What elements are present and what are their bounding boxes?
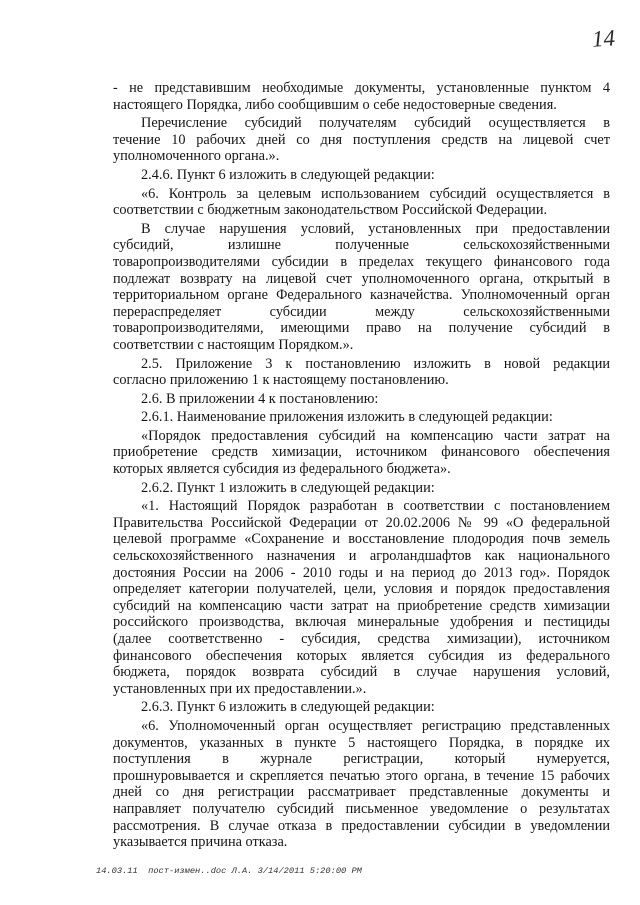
text-line: субсидий на компенсацию части затрат на приобретение средств химизации — [113, 597, 610, 614]
text-line: 2.5. Приложение 3 к постановлению изложить в новой редакции — [141, 355, 610, 372]
text-line: перераспределяет субсидии между сельскохозяйственными — [113, 303, 610, 320]
text-line: соответствии с бюджетным законодательством Российской Федерации. — [113, 202, 548, 219]
text-line: настоящего Порядка, либо сообщившим о себе недостоверные сведения. — [113, 96, 557, 113]
text-line: поступления в журнале регистрации, который нумеруется, — [113, 751, 610, 768]
text-line: - не представившим необходимые документы, установленные пунктом 4 — [113, 80, 610, 96]
text-line: 2.4.6. Пункт 6 изложить в следующей редакции: — [141, 166, 435, 183]
text-line: «6. Контроль за целевым использованием субсидий осуществляется в — [141, 185, 610, 202]
text-line: субсидий, излишне полученные сельскохозяйственными — [113, 237, 610, 254]
text-line: определяет категории получателей, цели, условия и порядок предоставления — [113, 581, 610, 598]
paragraph — [113, 480, 610, 497]
paragraph — [113, 391, 610, 408]
paragraph — [113, 409, 610, 426]
text-line: рассмотрения. В случае отказа в предоставлении субсидии в уведомлении — [113, 817, 610, 834]
text-line: российского производства, включая минеральные удобрения и пестициды — [113, 614, 610, 631]
text-line: уполномоченного органа.». — [113, 148, 280, 165]
paragraph — [113, 718, 610, 851]
text-line: бюджета, порядок возврата субсидий в случае нарушения условий, — [113, 664, 610, 681]
text-line: целевой программе «Сохранение и восстановление плодородия почв земель — [113, 531, 610, 548]
text-line: указывается причина отказа. — [113, 834, 288, 851]
paragraph — [113, 115, 610, 165]
text-line: 2.6.2. Пункт 1 изложить в следующей редакции: — [141, 479, 435, 496]
text-line: которых является субсидия из федерального бюджета». — [113, 461, 451, 478]
text-line: приобретение средств химизации, источником финансового обеспечения — [113, 444, 610, 461]
document-body — [113, 80, 610, 851]
text-line: территориальном органе Федерального казначейства. Уполномоченный орган — [113, 287, 610, 304]
text-line: (далее соответственно - субсидия, средства химизации), источником — [113, 631, 610, 647]
paragraph — [113, 186, 610, 219]
paragraph — [113, 80, 610, 113]
text-line: товаропроизводителями субсидии в пределах текущего финансового года — [113, 253, 610, 270]
text-line: установленных при их предоставлении.». — [113, 680, 367, 697]
text-line: соответствии с настоящим Порядком.». — [113, 336, 354, 353]
text-line: 2.6.3. Пункт 6 изложить в следующей редакции: — [141, 699, 435, 716]
text-line: «6. Уполномоченный орган осуществляет регистрацию представленных — [141, 717, 610, 734]
text-line: Перечисление субсидий получателям субсидий осуществляется в — [141, 115, 610, 132]
text-line: прошнуровывается и скрепляется печатью этого органа, в течение 15 рабочих — [113, 767, 610, 784]
text-line: направляет получателю субсидий письменное уведомление о результатах — [113, 800, 610, 817]
paragraph — [113, 428, 610, 478]
paragraph — [113, 356, 610, 389]
text-line: товаропроизводителями, имеющими право на получение субсидий в — [113, 320, 610, 337]
text-line: сельскохозяйственного назначения и агроландшафтов как национального — [113, 548, 610, 565]
text-line: подлежат возврату на лицевой счет уполномоченного органа, открытый в — [113, 270, 610, 287]
text-line: В случае нарушения условий, установленных при предоставлении — [141, 220, 610, 237]
text-line: согласно приложению 1 к настоящему постановлению. — [113, 372, 449, 389]
text-line: 2.6. В приложении 4 к постановлению: — [141, 390, 379, 407]
text-line: «1. Настоящий Порядок разработан в соответствии с постановлением — [141, 498, 610, 515]
footer-file-info: 14.03.11 пост-измен..doc Л.А. 3/14/2011 5:20:00 PM — [96, 866, 362, 876]
paragraph — [113, 167, 610, 184]
paragraph — [113, 498, 610, 697]
page-number: 14 — [591, 25, 616, 52]
paragraph — [113, 221, 610, 354]
text-line: дней со дня регистрации рассматривает представленные документы и — [113, 784, 610, 801]
text-line: 2.6.1. Наименование приложения изложить в следующей редакции: — [141, 409, 553, 426]
text-line: Правительства Российской Федерации от 20.02.2006 № 99 «О федеральной — [113, 514, 610, 531]
text-line: течение 10 рабочих дней со дня поступления средств на лицевой счет — [113, 131, 610, 148]
text-line: «Порядок предоставления субсидий на компенсацию части затрат на — [141, 427, 610, 444]
text-line: достояния России на 2006 - 2010 годы и на период до 2013 год». Порядок — [113, 564, 610, 581]
paragraph — [113, 699, 610, 716]
text-line: документов, указанных в пункте 5 настоящего Порядка, в порядке их — [113, 734, 610, 751]
text-line: финансового обеспечения которых является субсидия из федерального — [113, 647, 610, 664]
